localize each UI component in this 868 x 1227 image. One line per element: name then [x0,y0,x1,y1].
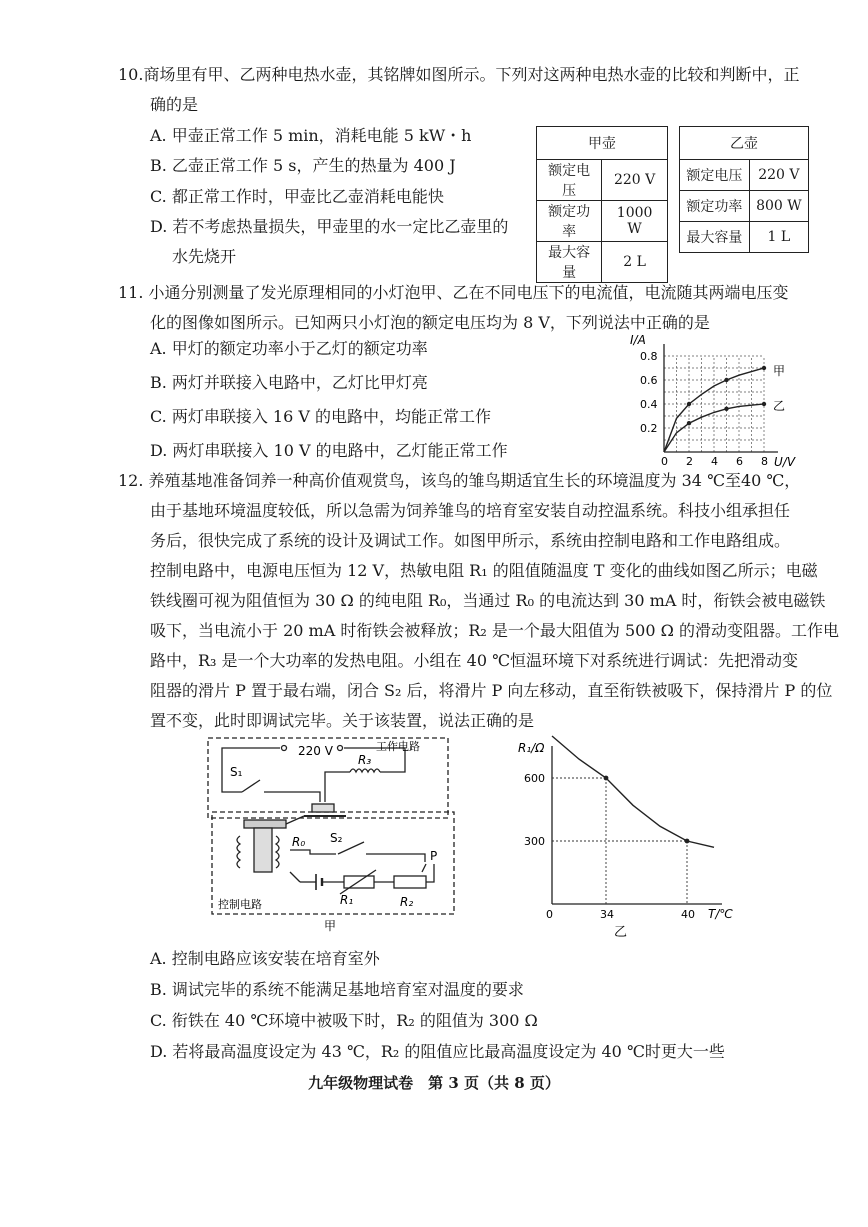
iu-x-tick: 4 [711,455,718,468]
q12-line-1: 12. 养殖基地准备饲养一种高价值观赏鸟，该鸟的雏鸟期适宜生长的环境温度为 34 ℃至40 ℃， [118,471,801,490]
q10-option-d-cont: 水先烧开 [172,247,237,266]
q12-line-3: 务后，很快完成了系统的设计及调试工作。如图甲所示，系统由控制电路和工作电路组成。 [150,531,791,550]
iu-x-tick: 8 [761,455,768,468]
q12-line-8: 阻器的滑片 P 置于最右端，闭合 S₂ 后，将滑片 P 向左移动，直至衔铁被吸下，保持滑片 P 的位 [150,681,833,700]
rt-y-tick: 300 [524,835,545,848]
rt-point [685,839,690,844]
q12-option-c: C. 衔铁在 40 ℃环境中被吸下时，R₂ 的阻值为 300 Ω [150,1011,538,1030]
iu-point [724,407,728,411]
rt-point [604,776,609,781]
q12-line-5: 铁线圈可视为阻值恒为 30 Ω 的纯电阻 R₀，当通过 R₀ 的电流达到 30 mA 时，衔铁会被电磁铁 [150,591,826,610]
iu-ylabel: I/A [630,333,646,347]
iu-y-tick: 0.6 [640,374,658,387]
iu-xlabel: U/V [774,455,796,469]
q12-line-6: 吸下，当电流小于 20 mA 时衔铁会被释放；R₂ 是一个最大阻值为 500 Ω 的滑动变阻器。工作电 [150,621,839,640]
kettle-b-label-voltage: 额定电压 [680,160,750,191]
iu-point [687,421,691,425]
iu-x-tick: 0 [661,455,668,468]
circuit-caption: 甲 [324,919,337,933]
q12-line-7: 路中，R₃ 是一个大功率的发热电阻。小组在 40 ℃恒温环境下对系统进行调试：先把滑动变 [150,651,798,670]
q10-stem-line2: 确的是 [150,95,199,114]
circuit-voltage: 220 V [298,744,333,758]
label-r2: R₂ [400,895,414,909]
kettle-b-title: 乙壶 [680,127,809,160]
rt-y-tick: 600 [524,772,545,785]
iu-y-tick: 0.2 [640,422,658,435]
q10-option-a: A. 甲壶正常工作 5 min，消耗电能 5 kW・h [150,126,472,145]
q11-stem-line2: 化的图像如图所示。已知两只小灯泡的额定电压均为 8 V，下列说法中正确的是 [150,313,710,332]
kettle-b-label-power: 额定功率 [680,191,750,222]
iu-series-label-b: 乙 [773,399,786,413]
iu-series-label-a: 甲 [773,364,786,378]
q10-option-d: D. 若不考虑热量损失，甲壶里的水一定比乙壶里的 [150,217,509,236]
kettle-b-capacity: 1 L [749,222,808,253]
label-r3: R₃ [358,753,372,767]
q12-line-4: 控制电路中，电源电压恒为 12 V，热敏电阻 R₁ 的阻值随温度 T 变化的曲线如图乙所示；电磁 [150,561,818,580]
rt-caption: 乙 [614,925,628,940]
iu-grid [664,356,764,452]
rt-curve-line [552,736,714,847]
iu-point [687,402,691,406]
rt-x-tick: 0 [546,908,553,921]
kettle-b-nameplate [679,126,809,253]
work-circuit-label: 工作电路 [376,740,420,753]
iu-y-tick: 0.4 [640,398,658,411]
resistor-r2 [394,876,426,888]
label-r0: R₀ [292,835,306,849]
q12-option-d: D. 若将最高温度设定为 43 ℃，R₂ 的阻值应比最高温度设定为 40 ℃时更大一些 [150,1042,725,1061]
q10-stem-line1: 10.商场里有甲、乙两种电热水壶，其铭牌如图所示。下列对这两种电热水壶的比较和判断中，正 [118,65,800,84]
q11-option-a: A. 甲灯的额定功率小于乙灯的额定功率 [150,339,428,358]
iu-x-tick: 6 [736,455,743,468]
q11-option-b: B. 两灯并联接入电路中，乙灯比甲灯亮 [150,373,428,392]
q11-stem-line1: 11. 小通分别测量了发光原理相同的小灯泡甲、乙在不同电压下的电流值，电流随其两端电压变 [118,283,789,302]
kettle-a-nameplate [536,126,668,283]
label-s1: S₁ [230,765,243,779]
page-footer: 九年级物理试卷 第 3 页（共 8 页） [308,1074,560,1092]
q10-option-c: C. 都正常工作时，甲壶比乙壶消耗电能快 [150,187,444,206]
label-p: P [430,849,438,863]
kettle-a-capacity: 2 L [602,242,668,283]
iu-point [762,402,766,406]
kettle-a-voltage: 220 V [602,160,668,201]
iu-x-tick: 2 [686,455,693,468]
kettle-a-title: 甲壶 [537,127,668,160]
q12-line-9: 置不变，此时即调试完毕。关于该装置，说法正确的是 [150,711,535,730]
q12-line-2: 由于基地环境温度较低，所以急需为饲养雏鸟的培育室安装自动控温系统。科技小组承担任 [150,501,791,520]
q12-option-b: B. 调试完毕的系统不能满足基地培育室对温度的要求 [150,980,524,999]
switch-s1 [242,780,260,792]
q12-option-a: A. 控制电路应该安装在培育室外 [150,949,380,968]
label-r1: R₁ [340,893,354,907]
rt-x-tick: 34 [600,908,614,921]
kettle-a-power: 1000 W [602,201,668,242]
rt-xlabel: T/℃ [708,907,733,921]
circuit-diagram [200,732,470,942]
kettle-b-power: 800 W [749,191,808,222]
kettle-b-voltage: 220 V [749,160,808,191]
kettle-a-label-voltage: 额定电压 [537,160,602,201]
q10-option-b: B. 乙壶正常工作 5 s，产生的热量为 400 J [150,156,456,175]
q11-option-d: D. 两灯串联接入 10 V 的电路中，乙灯能正常工作 [150,441,508,460]
iu-axes [664,344,778,452]
iu-point [724,378,728,382]
iu-series [664,366,766,452]
rt-chart [508,734,748,940]
iu-point [762,366,766,370]
rt-axes [524,746,722,921]
q11-option-c: C. 两灯串联接入 16 V 的电路中，均能正常工作 [150,407,492,426]
rt-x-tick: 40 [681,908,695,921]
rt-marks [552,776,689,904]
resistor-r3 [350,769,380,772]
kettle-a-label-capacity: 最大容量 [537,242,602,283]
control-circuit-label: 控制电路 [218,898,262,911]
label-s2: S₂ [330,831,343,845]
kettle-a-label-power: 额定功率 [537,201,602,242]
rt-ylabel: R₁/Ω [518,741,545,755]
iu-y-tick: 0.8 [640,350,658,363]
kettle-b-label-capacity: 最大容量 [680,222,750,253]
iu-chart [628,332,798,472]
rt-curve [552,736,714,847]
